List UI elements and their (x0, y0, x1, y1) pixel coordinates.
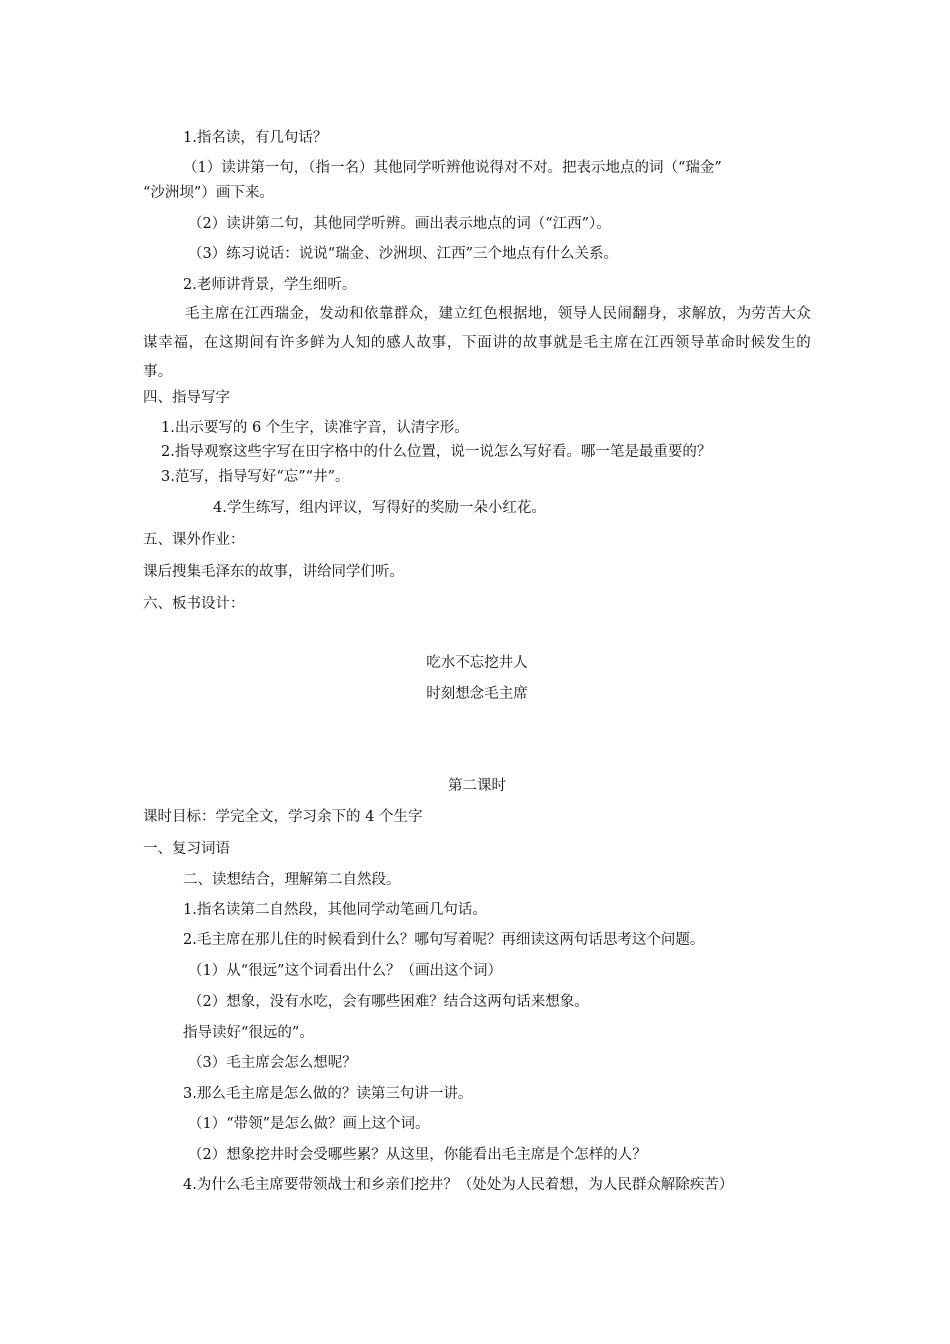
text-line: 4.学生练写，组内评议，写得好的奖励一朵小红花。 (213, 500, 546, 516)
text-line: （1）“带领”是怎么做？画上这个词。 (188, 1116, 430, 1132)
text-line: 2.毛主席在那儿住的时候看到什么？哪句写着呢？再细读这两句话思考这个问题。 (183, 932, 705, 948)
text-line: （2）读讲第二句，其他同学听辨。画出表示地点的词（“江西”）。 (188, 216, 611, 232)
lesson-goal: 课时目标：学完全文，学习余下的 4 个生字 (143, 809, 423, 825)
text-line: 1.指名读第二自然段，其他同学动笔画几句话。 (183, 902, 487, 918)
text-line: “沙洲坝”）画下来。 (143, 185, 274, 201)
text-line: 1.出示要写的 6 个生字，读准字音，认清字形。 (161, 420, 469, 436)
text-line: （3）练习说话：说说“瑞金、沙洲坝、江西”三个地点有什么关系。 (188, 246, 619, 262)
text-line: 3.那么毛主席是怎么做的？读第三句讲一讲。 (183, 1086, 473, 1102)
text-line: 2.老师讲背景，学生细听。 (183, 277, 357, 293)
section-heading: 六、板书设计： (143, 596, 245, 612)
text-line: 1.指名读，有几句话？ (183, 130, 328, 146)
lesson-title: 第二课时 (448, 778, 506, 794)
section-heading: 一、复习词语 (143, 841, 230, 857)
text-line: （1）从“很远”这个词看出什么？（画出这个词） (188, 963, 503, 979)
blackboard-line: 吃水不忘挖井人 (426, 655, 528, 671)
text-line: 指导读好“很远的”。 (183, 1025, 314, 1041)
section-heading: 二、读想结合，理解第二自然段。 (183, 872, 401, 888)
text-line: 3.范写，指导写好“忘”“井”。 (161, 469, 350, 485)
text-line: （3）毛主席会怎么想呢？ (188, 1055, 357, 1071)
blackboard-line: 时刻想念毛主席 (426, 686, 528, 702)
text-line: （1）读讲第一句，（指一名）其他同学听辨他说得对不对。把表示地点的词（“瑞金” (183, 160, 722, 176)
text-line: 2.指导观察这些字写在田字格中的什么位置，说一说怎么写好看。哪一笔是最重要的？ (161, 444, 712, 460)
background-paragraph: 毛主席在江西瑞金，发动和依靠群众，建立红色根据地，领导人民闹翻身，求解放，为劳苦大众谋幸福，在这期间有许多鲜为人知的感人故事，下面讲的故事就是毛主席在江西领导革命时候发生的事。 (143, 306, 811, 380)
section-heading: 四、指导写字 (143, 390, 230, 406)
text-line: （2）想象，没有水吃，会有哪些困难？结合这两句话来想象。 (188, 994, 589, 1010)
text-line: 4.为什么毛主席要带领战士和乡亲们挖井？（处处为人民着想，为人民群众解除疾苦） (183, 1177, 734, 1193)
text-line: （2）想象挖井时会受哪些累？从这里，你能看出毛主席是个怎样的人？ (188, 1147, 647, 1163)
section-heading: 五、课外作业： (143, 532, 245, 548)
text-line: 课后搜集毛泽东的故事，讲给同学们听。 (143, 564, 404, 580)
